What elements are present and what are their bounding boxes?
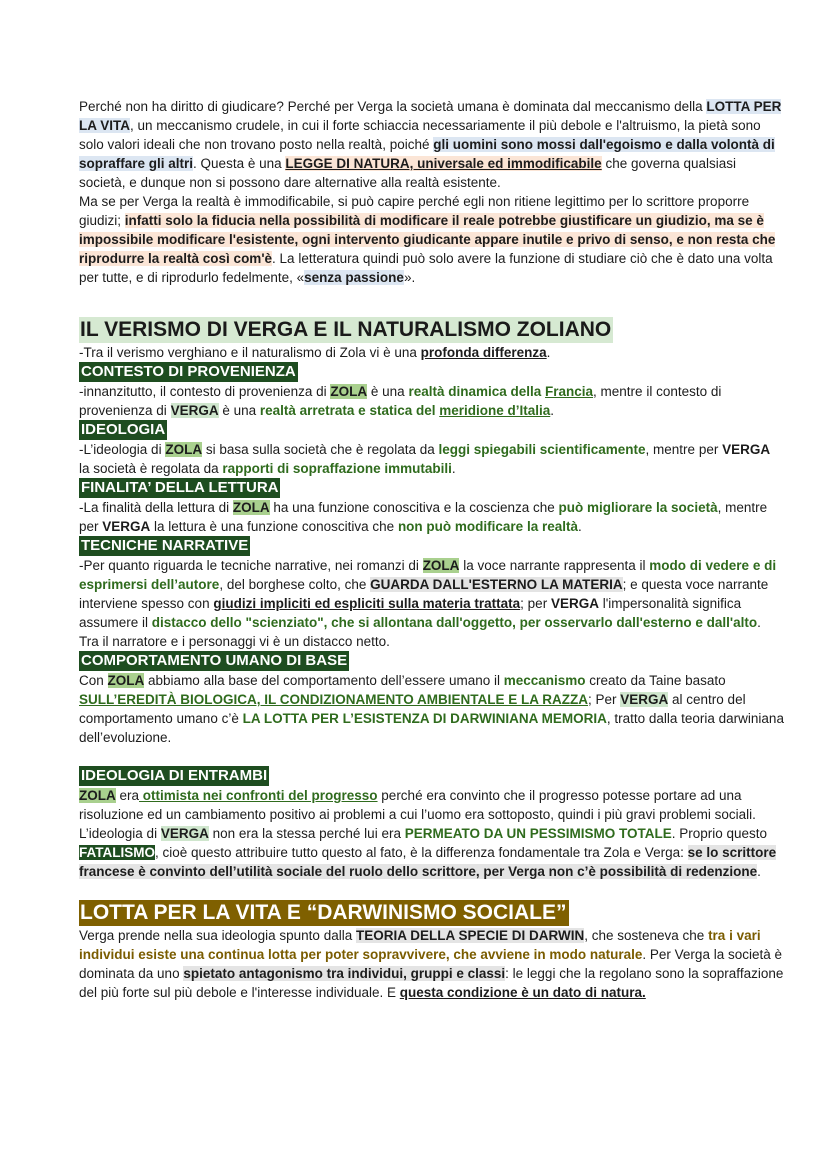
contesto-paragraph: -innanzitutto, il contesto di provenienza di ZOLA è una realtà dinamica della Francia, mentre il contesto di provenienza di VERGA è una realtà arretrata e statica del meridione d’Italia. [79,384,722,418]
intro-paragraph-1: Perché non ha diritto di giudicare? Perché per Verga la società umana è dominata dal meccanismo della LOTTA PER LA VITA, un meccanismo crudele, in cui il forte schiaccia necessariamente il più debole e l'altruismo, la pietà sono solo valori ideali che non trovano posto nella realtà, poiché gli uomini sono mossi dall'egoismo e dalla volontà di sopraffare gli altri. Questa è una LEGGE DI NATURA, universale ed immodificabile che governa qualsiasi società, e dunque non si possono dare alternative alla realtà esistente. [79,99,782,190]
zola-tag: ZOLA [79,788,116,803]
zola-tag: ZOLA [165,442,203,457]
highlight-legge-di-natura: LEGGE DI NATURA, universale ed immodificabile [285,156,602,171]
highlight-antagonismo: spietato antagonismo tra individui, gruppi e classi [183,966,506,981]
tecniche-paragraph: -Per quanto riguarda le tecniche narrative, nei romanzi di ZOLA la voce narrante rappresenta il modo di vedere e di esprimersi dell’autore, del borghese colto, che GUARDA DALL'ESTERNO LA MATERIA; e questa voce narrante interviene spesso con giudizi impliciti ed espliciti sulla materia trattata; per VERGA l'impersonalità significa assumere il distacco dello "scienziato", che si allontana dall'oggetto, per osservarlo dall'esterno e dall'alto. Tra il narratore e i personaggi vi è un distacco netto. [79,558,777,649]
finalita-heading-wrap [79,478,784,498]
heading-ideologia: IDEOLOGIA [81,421,166,438]
zola-tag: ZOLA [232,500,270,515]
entrambi-heading-wrap [79,766,784,786]
finalita-paragraph: -La finalità della lettura di ZOLA ha una funzione conoscitiva e la coscienza che può migliorare la società, mentre per VERGA la lettura è una funzione conoscitiva che non può modificare la realtà. [79,500,768,534]
highlight-egoismo: gli uomini sono mossi dall'egoismo e dalla volontà di sopraffare gli altri [79,137,775,171]
verga-tag: VERGA [550,596,599,611]
verga-tag: VERGA [722,442,771,457]
comportamento-paragraph: Con ZOLA abbiamo alla base del comportamento dell’essere umano il meccanismo creato da Taine basato SULL’EREDITÀ BIOLOGICA, IL CONDIZIONAMENTO AMBIENTALE E LA RAZZA; Per VERGA al centro del comportamento umano c’è LA LOTTA PER L’ESISTENZA DI DARWINIANA MEMORIA, tratto dalla teoria darwiniana dell’evoluzione. [79,673,784,745]
comportamento-heading-wrap [79,651,784,671]
keyword-lotta-per-la-vita: LOTTA PER LA VITA [79,99,782,133]
highlight-senza-passione: senza passione [304,270,404,285]
section-1-title-wrap [79,317,784,343]
verga-tag: VERGA [160,826,209,841]
heading-entrambi: IDEOLOGIA DI ENTRAMBI [81,767,268,784]
section-2-title-wrap [79,900,784,926]
tecniche-heading-wrap [79,536,784,556]
zola-tag: ZOLA [330,384,368,399]
heading-contesto: CONTESTO DI PROVENIENZA [81,363,296,380]
ideologia-heading-wrap [79,420,784,440]
highlight-redenzione: se lo scrittore francese è convinto dell’utilità sociale del ruolo dello scrittore, per Verga non c’è possibilità di redenzione [79,845,777,879]
verga-tag: VERGA [170,403,219,418]
highlight-teoria-darwin: TEORIA DELLA SPECIE DI DARWIN [355,928,585,943]
heading-tecniche: TECNICHE NARRATIVE [81,537,249,554]
zola-tag: ZOLA [422,558,460,573]
section-1-lead: -Tra il verismo verghiano e il naturalismo di Zola vi è una profonda differenza. [79,345,551,360]
section-2-title: LOTTA PER LA VITA E “DARWINISMO SOCIALE” [80,901,567,924]
highlight-guarda: GUARDA DALL'ESTERNO LA MATERIA [370,577,623,592]
ideologia-paragraph: -L’ideologia di ZOLA si basa sulla società che è regolata da leggi spiegabili scientificamente, mentre per VERGA la società è regolata da rapporti di sopraffazione immutabili. [79,442,771,476]
section-1-title: IL VERISMO DI VERGA E IL NATURALISMO ZOLIANO [80,318,612,341]
verga-tag: VERGA [620,692,669,707]
heading-finalita: FINALITA’ DELLA LETTURA [81,479,279,496]
contesto-heading-wrap [79,362,784,382]
verga-tag: VERGA [102,519,151,534]
section-2-paragraph: Verga prende nella sua ideologia spunto dalla TEORIA DELLA SPECIE DI DARWIN, che sosteneva che tra i vari individui esiste una continua lotta per poter sopravvivere, che avviene in modo naturale. Per Verga la società è dominata da uno spietato antagonismo tra individui, gruppi e classi: le leggi che la regolano sono la sopraffazione del più forte sul più debole e l'interesse individuale. E questa condizione è un dato di natura. [79,928,784,1000]
heading-comportamento: COMPORTAMENTO UMANO DI BASE [81,652,348,669]
zola-tag: ZOLA [107,673,145,688]
highlight-fiducia: infatti solo la fiducia nella possibilità di modificare il reale potrebbe giustificare un giudizio, ma se è impossibile modificare l'esistente, ogni intervento giudicante appare inutile e privo di senso, e non resta che riprodurre la realtà così com'è [79,213,776,266]
keyword-fatalismo: FATALISMO [79,845,155,860]
intro-paragraph-2: Ma se per Verga la realtà è immodificabile, si può capire perché egli non ritiene legittimo per lo scrittore proporre giudizi; infatti solo la fiducia nella possibilità di modificare il reale potrebbe giustificare un giudizio, ma se è impossibile modificare l'esistente, ogni intervento giudicante appare inutile e privo di senso, e non resta che riprodurre la realtà così com'è. La letteratura quindi può solo avere la funzione di studiare ciò che è dato una volta per tutte, e di riprodurlo fedelmente, «senza passione». [79,194,776,285]
entrambi-paragraph: ZOLA era ottimista nei confronti del progresso perché era convinto che il progresso potesse portare ad una risoluzione ed un cambiamento positivo ai problemi a cui l’uomo era sottoposto, quindi i più gravi problemi sociali. L’ideologia di VERGA non era la stessa perché lui era PERMEATO DA UN PESSIMISMO TOTALE. Proprio questo FATALISMO, cioè questo attribuire tutto questo al fato, è la differenza fondamentale tra Zola e Verga: se lo scrittore francese è convinto dell’utilità sociale del ruolo dello scrittore, per Verga non c’è possibilità di redenzione. [79,788,777,879]
